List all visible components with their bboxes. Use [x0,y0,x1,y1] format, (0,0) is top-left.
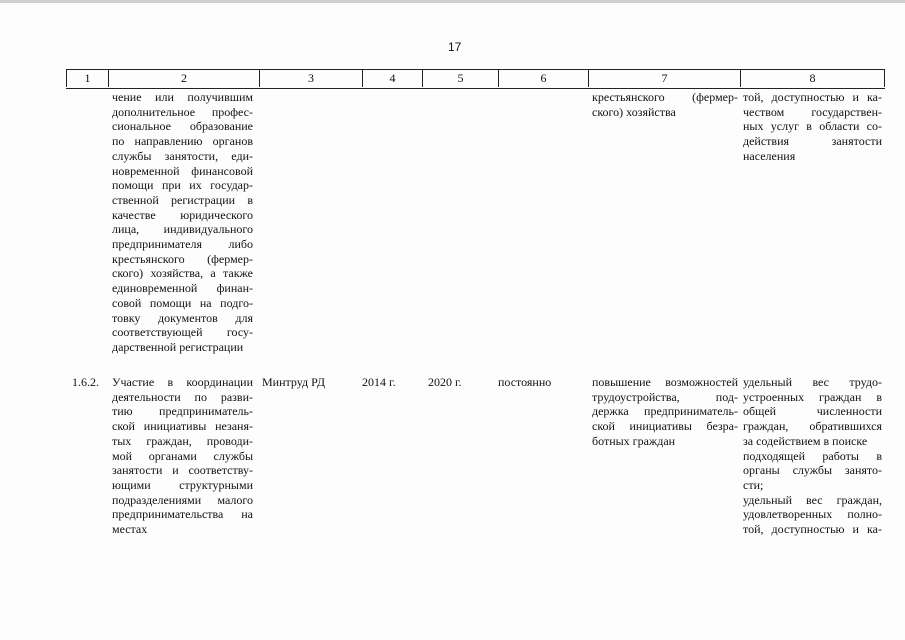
text-line: подходящей работы в [743,448,882,463]
text-line: крестьянского (фермер- [592,90,738,104]
text-line: службы занятости, еди- [112,148,253,163]
text-line: соответствующей госу- [112,325,253,340]
text-line: действия занятости [743,134,882,149]
header-col-4: 4 [362,69,422,87]
text-line: предпринимательства на [112,507,253,522]
text-line: новременной финансовой [112,163,253,178]
text-line: совой помощи на подго- [112,295,253,310]
row-b-frequency: постоянно [498,375,552,389]
text-line: чение или получившим [112,90,253,104]
text-line: местах [112,522,148,537]
row-b-indicator [743,375,882,537]
text-line: за содействием в поиске [743,433,868,448]
text-line: сиональное образование [112,119,253,134]
text-line: повышение возможностей [592,375,738,389]
text-line: ского) хозяйства [592,104,676,119]
text-line: населения [743,148,796,163]
text-line: удовлетворенных полно- [743,507,882,522]
text-line: дополнительное профес- [112,104,253,119]
page-number: 17 [448,40,462,54]
text-line: ственной регистрации в [112,192,253,207]
text-line: товку документов для [112,310,253,325]
text-line: дарственной регистрации [112,339,244,354]
text-line: мой органами службы [112,448,253,463]
row-b-description [112,375,253,537]
row-a-indicator [743,90,882,164]
text-line: подразделениями малого [112,492,253,507]
text-line: предпринимателя либо [112,237,253,252]
text-line: удельный вес граждан, [743,492,882,507]
text-line: удельный вес трудо- [743,375,882,389]
header-col-3: 3 [259,69,362,87]
text-line: той, доступностью и ка- [743,90,882,104]
text-line: ных услуг в области со- [743,119,882,134]
text-line: Участие в координации [112,375,253,389]
text-line: органы службы занято- [743,463,882,478]
row-b-outcome [592,375,738,449]
row-b-start-year: 2014 г. [362,375,396,389]
text-line: общей численности [743,404,882,419]
text-line: ющими структурными [112,477,253,492]
scan-top-edge [0,0,905,3]
text-line: ского) хозяйства, а также [112,266,253,281]
text-line: ской инициативы незаня- [112,419,253,434]
text-line: крестьянского (фермер- [112,251,253,266]
text-line: тию предприниматель- [112,404,253,419]
header-col-1: 1 [66,69,108,87]
text-line: тых граждан, проводи- [112,433,253,448]
text-line: трудоустройства, под- [592,389,738,404]
header-col-5: 5 [422,69,498,87]
row-a-description [112,90,253,355]
header-col-2: 2 [108,69,259,87]
text-line: помощи при их государ- [112,178,253,193]
header-col-7: 7 [588,69,740,87]
text-line: единовременной финан- [112,281,253,296]
text-line: ской инициативы безра- [592,419,738,434]
text-line: лица, индивидуального [112,222,253,237]
text-line: деятельности по разви- [112,389,253,404]
header-col-6: 6 [498,69,588,87]
row-a-outcome [592,90,738,119]
text-line: граждан, обратившихся [743,419,882,434]
row-b-end-year: 2020 г. [428,375,462,389]
text-line: качестве юридического [112,207,253,222]
text-line: устроенных граждан в [743,389,882,404]
text-line: держка предприниматель- [592,404,738,419]
text-line: по направлению органов [112,134,253,149]
text-line: той, доступностью и ка- [743,522,882,537]
text-line: занятости и соответству- [112,463,253,478]
text-line: сти; [743,477,764,492]
header-col-8: 8 [740,69,885,87]
row-b-executor: Минтруд РД [262,375,326,389]
text-line: ботных граждан [592,433,676,448]
row-b-number: 1.6.2. [72,375,99,389]
text-line: чеством государствен- [743,104,882,119]
